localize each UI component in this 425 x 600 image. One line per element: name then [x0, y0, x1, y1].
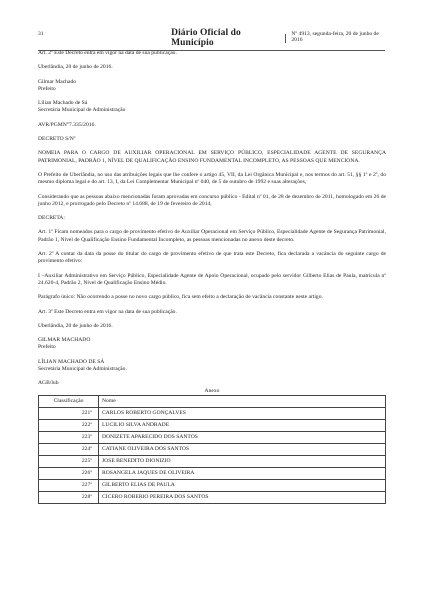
name-cell: GILBERTO ELIAS DE PAULA: [99, 479, 386, 491]
decree2-article-2: Art. 2º A contar da data da posse do titular do cargo de provimento efetivo de que trata este Decreto, fica declarada a vacância do seguinte cargo de provimento efetivo:: [38, 251, 386, 265]
decree2-number: DECRETO S/Nº: [38, 136, 76, 143]
page-number: 31: [38, 31, 44, 37]
column-header-name: Nome: [99, 395, 386, 407]
page-header: [38, 28, 385, 51]
classification-cell: 227º: [39, 479, 99, 491]
decree1-article-2: Art. 2º Este Decreto entra em vigor na data de sua publicação.: [38, 50, 177, 56]
decree1-place-date: Uberlândia, 20 de junho de 2016.: [38, 64, 113, 71]
decree2-considering: Considerando que as pessoas abaixo mencionadas foram aprovadas em concurso público - Edital nº 01, de 28 de dezembro de 2011, homologado em 26 de junho 2012, e prorrogado pelo Decreto nº 14.688, de 19 de fevereiro de 2014,: [38, 193, 386, 207]
classification-cell: 221º: [39, 407, 99, 419]
name-cell: CICERO ROBERIO PEREIRA DOS SANTOS: [99, 491, 386, 503]
decree2-article-3: Art. 3º Este Decreto entra em vigor na data de sua publicação.: [38, 308, 177, 315]
table-row: [39, 407, 386, 419]
table-row: [39, 467, 386, 479]
table-row: [39, 479, 386, 491]
classification-cell: 222º: [39, 419, 99, 431]
decree2-paragraph: Parágrafo único: Não ocorrendo a posse no novo cargo público, fica sem efeito a declaração de vacância constante neste artigo.: [38, 294, 323, 301]
decree1-secretary-name: Lílian Machado de Sá: [38, 100, 88, 107]
name-cell: CARLOS ROBERTO GONÇALVES: [99, 407, 386, 419]
table-row: [39, 419, 386, 431]
decree1-secretary-title: Secretária Municipal de Administração: [38, 107, 126, 114]
decree2-preamble: O Prefeito de Uberlândia, no uso das atribuições legais que lhe confere o artigo 45, VII, da Lei Orgânica Municipal e, nos termos do art. 51, §§ 1º e 2º, do mesmo diploma legal e do art. 13, I, da Lei Complementar Municipal nº 040, de 5 de outubro de 1992 e suas alterações,: [38, 171, 386, 186]
annex-header-row: [39, 395, 386, 407]
decree2-secretary-name: LÍLIAN MACHADO DE SÁ: [38, 358, 105, 365]
decree2-item-i: I –Auxiliar Administrativo em Serviço Público, Especialidade Agente de Apoio Operacional, ocupado pelo servidor Gilberto Elias de Paula, matrícula nº 24.620-4, Padrão 2, Nível de Qualificação Ensino Médio.: [38, 272, 386, 286]
decree2-article-1: Art. 1º Ficam nomeados para o cargo de provimento efetivo de Auxiliar Operacional em Serviço Público, Especialidade Agente de Segurança Patrimonial, Padrão 1, Nível de Qualificação Ensino Fundamental Incompleto, as pessoas mencionadas no anexo deste decreto.: [38, 229, 386, 243]
edition-info: Nº 4913, segunda-feira, 20 de junho de 2016: [291, 31, 379, 43]
decree1-mayor-name: Gilmar Machado: [38, 78, 77, 85]
page-content: [38, 50, 386, 504]
decree1-mayor-title: Prefeito: [38, 85, 56, 92]
decree2-summary: NOMEIA PARA O CARGO DE AUXILIAR OPERACIONAL EM SERVIÇO PÚBLICO, ESPECIALIDADE AGENTE DE SEGURANÇA PATRIMONIAL, PADRÃO 1, NÍVEL DE QUALIFICAÇÃO ENSINO FUNDAMENTAL INCOMPLETO, AS PESSOAS QUE MENCIONA.: [38, 150, 386, 164]
table-row: [39, 431, 386, 443]
decree2-decreta: DECRETA:: [38, 215, 65, 222]
table-row: [39, 491, 386, 503]
annex-title: Anexo: [204, 387, 220, 394]
classification-cell: 228º: [39, 491, 99, 503]
name-cell: DONIZETE APARECIDO DOS SANTOS: [99, 431, 386, 443]
decree2-secretary-title: Secretária Municipal de Administração.: [38, 366, 127, 373]
name-cell: LUCILIO SILVA ANDRADE: [99, 419, 386, 431]
name-cell: CATIANE OLIVEIRA DOS SANTOS: [99, 443, 386, 455]
column-header-classification: Classificação: [39, 395, 99, 407]
name-cell: JOSE BENEDITO DIONIZIO: [99, 455, 386, 467]
table-row: [39, 443, 386, 455]
name-cell: ROSANGELA JAQUES DE OLIVEIRA: [99, 467, 386, 479]
classification-cell: 225º: [39, 455, 99, 467]
classification-cell: 223º: [39, 431, 99, 443]
header-divider: [285, 34, 286, 43]
classification-cell: 226º: [39, 467, 99, 479]
decree2-mayor-title: Prefeito: [38, 344, 56, 351]
publication-title: Diário Oficial do Município: [171, 28, 241, 48]
decree2-initials: AGB/lub: [38, 380, 59, 387]
table-row: [39, 455, 386, 467]
decree1-reference: AVR/PGMN°7.335/2016.: [38, 121, 96, 128]
decree2-place-date: Uberlândia, 20 de junho de 2016.: [38, 322, 113, 329]
classification-cell: 224º: [39, 443, 99, 455]
annex-table: [38, 395, 386, 504]
decree2-mayor-name: GILMAR MACHADO: [38, 337, 91, 344]
